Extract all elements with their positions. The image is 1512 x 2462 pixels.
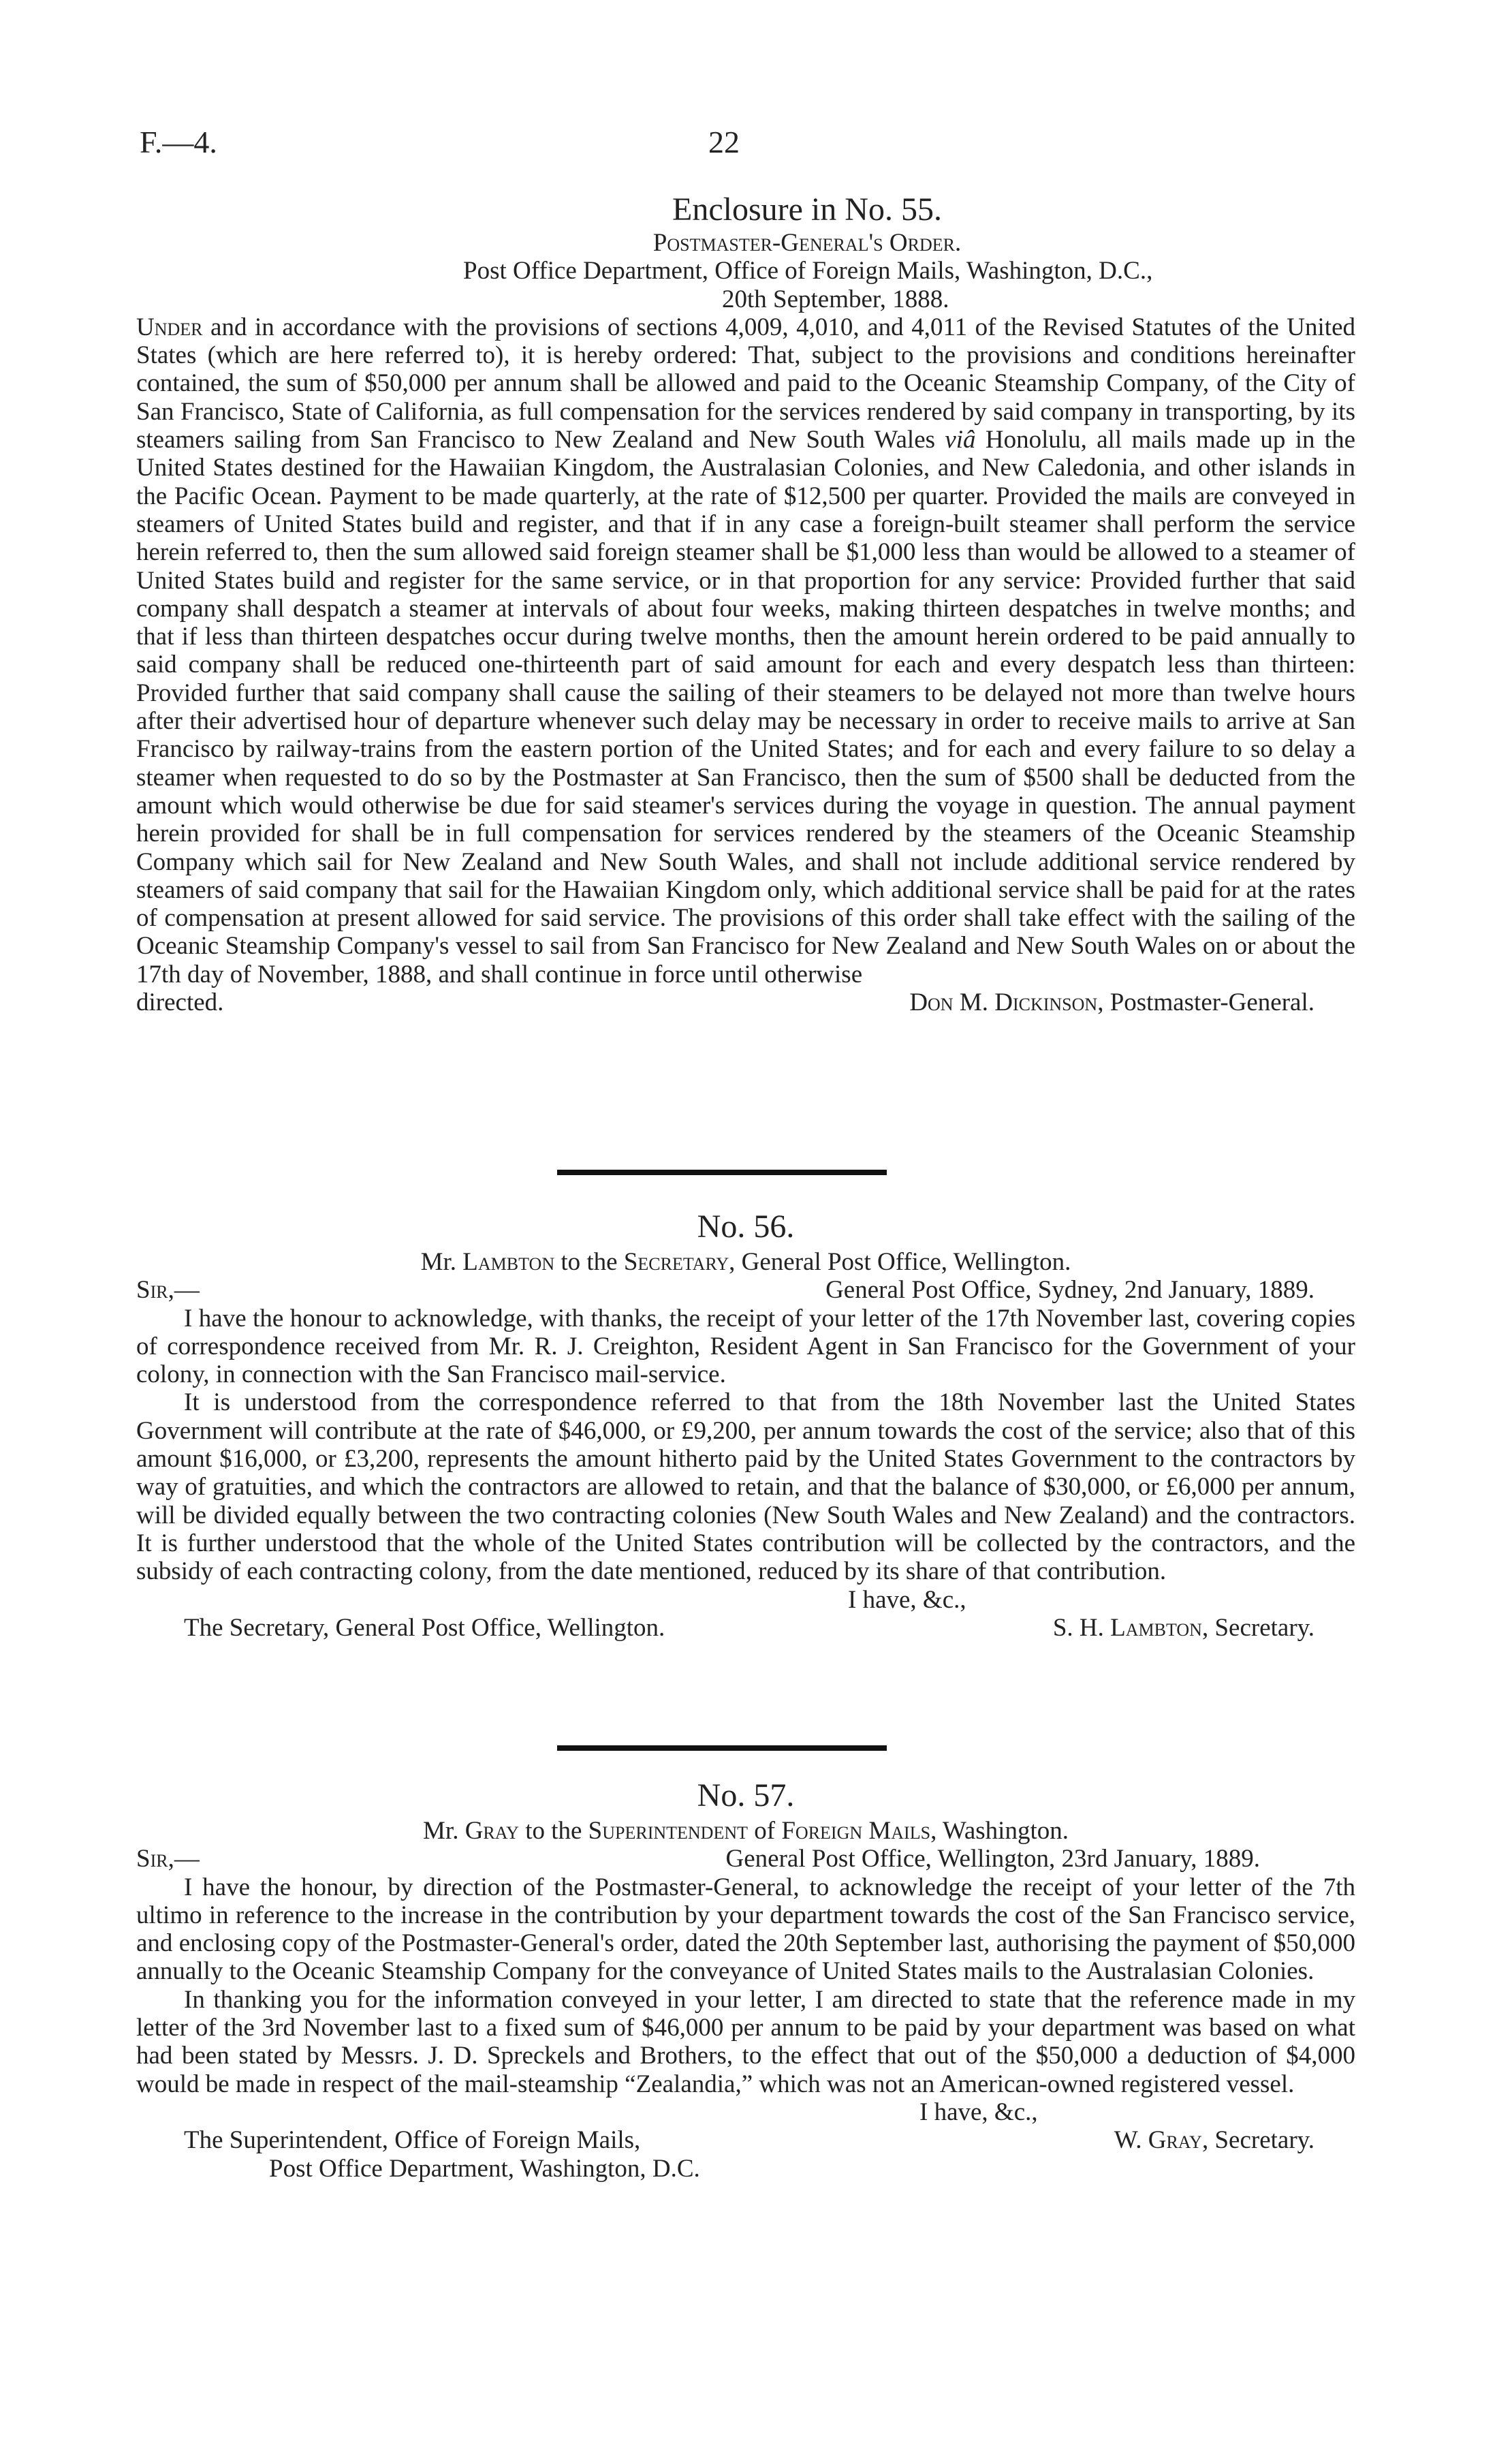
letter-57-salutation-row (136, 1845, 1355, 1873)
letter-57-heading-of: of (748, 1817, 782, 1845)
letter-57-heading-mid: to the (518, 1817, 588, 1845)
letter-57-signature-row (136, 2126, 1355, 2154)
letter-57-heading-pre: Mr. (423, 1817, 465, 1845)
letter-57-heading-to: Superintendent (588, 1817, 749, 1845)
letter-56-salutation-row (136, 1276, 1355, 1304)
enclosure-title: Enclosure in No. 55. (672, 191, 942, 228)
letter-56-addressee: The Secretary, General Post Office, Wellington. (184, 1613, 665, 1642)
letter-57-heading (136, 1817, 1355, 1845)
letter-56-signer-title: , Secretary. (1201, 1613, 1314, 1642)
letter-57-signature (1114, 2126, 1355, 2154)
letter-56-paragraph-2: It is understood from the correspondence referred to that from the 18th November last the United States Government will contribute at the rate of $46,000, or £9,200, per annum towards the cost of the service; also that of this amount $16,000, or £3,200, represents the amount hitherto paid by the United States Government to the contractors by way of gratuities, and which the contractors are allowed to retain, and that the balance of $30,000, or £6,000 per annum, will be divided equally between the two contracting colonies (New South Wales and New Zealand) and the contractors. It is further understood that the whole of the United States contribution will be collected by the contractors, and the subsidy of each contracting colony, from the date mentioned, reduced by its share of that contribution. (136, 1388, 1355, 1586)
letter-56-signature (1053, 1614, 1355, 1642)
enclosure-subtitle: Postmaster-General's Order. (652, 229, 962, 257)
letter-57-heading-office: Foreign Mails (781, 1817, 931, 1845)
letter-57-signer-name: Gray (1148, 2126, 1202, 2155)
enclosure-body-part1: and in accordance with the provisions of sections 4,009, 4,010, and 4,011 of the Revised Statutes of the United States (which are here referred to), it is hereby ordered: That, subject to the provisions and conditions hereinafter contained, the sum of $50,000 per annum shall be allowed and paid to the Oceanic Steamship Company, of the City of San Francisco, State of California, as full compensation for the services rendered by said company in transporting, by its steamers sailing from San Francisco to New Zealand and New South Wales (136, 313, 1355, 454)
letter-56-number: No. 56. (697, 1209, 795, 1245)
letter-57-signer-initial: W. (1114, 2126, 1148, 2155)
letter-56-heading-mid: to the (554, 1248, 624, 1276)
page-number: 22 (708, 125, 740, 159)
letter-57-place-date: General Post Office, Wellington, 23rd January, 1889. (725, 1845, 1260, 1873)
section-divider (557, 1745, 887, 1751)
enclosure-signature-title: , Postmaster-General. (1097, 988, 1314, 1017)
letter-57-salutation: Sir,— (136, 1845, 200, 1873)
letter-56-heading-from: Lambton (462, 1248, 555, 1276)
letter-57-addressee-line-1: The Superintendent, Office of Foreign Mails, (184, 2126, 641, 2155)
letter-56-closing: I have, &c., (848, 1585, 966, 1614)
document-code: F.—4. (140, 125, 217, 159)
letter-56-salutation: Sir,— (136, 1276, 200, 1305)
letter-57-closing: I have, &c., (919, 2098, 1038, 2126)
enclosure-signature-row (136, 988, 1355, 1016)
letter-56-heading-to: Secretary (623, 1248, 729, 1276)
enclosure-address: Post Office Department, Office of Foreign Mails, Washington, D.C., (463, 257, 1153, 285)
letter-57-heading-from: Gray (464, 1817, 519, 1845)
letter-56-signature-row (136, 1614, 1355, 1642)
letter-57-paragraph-1: I have the honour, by direction of the Postmaster-General, to acknowledge the receipt of your letter of the 7th ultimo in reference to the increase in the contribution by your department towards the cost of the San Francisco service, and enclosing copy of the Postmaster-General's order, dated the 20th September last, authorising the payment of $50,000 annually to the Oceanic Steamship Company for the conveyance of United States mails to the Australasian Colonies. (136, 1873, 1355, 1986)
letter-56-paragraph-1: I have the honour to acknowledge, with thanks, the receipt of your letter of the 17th November last, covering copies of correspondence received from Mr. R. J. Creighton, Resident Agent in San Francisco for the Government of your colony, in connection with the San Francisco mail-service. (136, 1304, 1355, 1389)
letter-57-heading-post: , Washington. (930, 1817, 1069, 1845)
letter-57-addressee-line-2: Post Office Department, Washington, D.C. (269, 2154, 700, 2183)
enclosure-signature-name: Don M. Dickinson (909, 988, 1098, 1017)
letter-57-paragraph-2: In thanking you for the information conveyed in your letter, I am directed to state that the reference made in my letter of the 3rd November last to a fixed sum of $46,000 per annum to be paid by your department was based on what had been stated by Messrs. J. D. Spreckels and Brothers, to the effect that out of the $50,000 a deduction of $4,000 would be made in respect of the mail-steamship “Zealandia,” which was not an American-owned registered vessel. (136, 1985, 1355, 2098)
letter-56-heading-pre: Mr. (420, 1248, 463, 1276)
letter-56-signer-name: Lambton (1110, 1613, 1202, 1642)
letter-56-place-date: General Post Office, Sydney, 2nd January, 1889. (825, 1276, 1314, 1305)
enclosure-date: 20th September, 1888. (722, 285, 949, 313)
letter-56-section (136, 1206, 1355, 1642)
enclosure-body-via: viâ (945, 426, 976, 454)
enclosure-signature (909, 988, 1355, 1016)
section-divider (557, 1170, 887, 1175)
enclosure-section (136, 191, 1355, 1016)
enclosure-closing-word: directed. (136, 988, 224, 1017)
letter-57-signer-title: , Secretary. (1201, 2126, 1314, 2155)
letter-56-heading (136, 1248, 1355, 1276)
letter-57-number: No. 57. (697, 1777, 795, 1813)
enclosure-body-lead: Under (136, 313, 203, 341)
enclosure-body-part2: Honolulu, all mails made up in the United States destined for the Hawaiian Kingdom, the Australasian Colonies, and New Caledonia, and other islands in the Pacific Ocean. Payment to be made quarterly, at the rate of $12,500 per quarter. Provided the mails are conveyed in steamers of United States build and register, and that if in any case a foreign-built steamer shall perform the service herein referred to, then the sum allowed said foreign steamer shall be $1,000 less than would be allowed to a steamer of United States build and register for the same service, or in that proportion for any service: Provided further that said company shall despatch a steamer at intervals of about four weeks, making thirteen despatches in twelve months; and that if less than thirteen despatches occur during twelve months, then the amount herein ordered to be paid annually to said company shall be reduced one-thirteenth part of said amount for each and every despatch less than thirteen: Provided further that said company shall cause the sailing of their steamers to be delayed not more than twelve hours after their advertised hour of departure whenever such delay may be necessary in order to receive mails to arrive at San Francisco by railway-trains from the eastern portion of the United States; and for each and every failure to so delay a steamer when requested to do so by the Postmaster at San Francisco, then the sum of $500 shall be deducted from the amount which would otherwise be due for said steamer's services during the voyage in question. The annual payment herein provided for shall be in full compensation for services rendered by the steamers of the Oceanic Steamship Company which sail for New Zealand and New South Wales, and shall not include additional service rendered by steamers of said company that sail for the Hawaiian Kingdom only, which additional service shall be paid for at the rates of compensation at present allowed for said service. The provisions of this order shall take effect with the sailing of the Oceanic Steamship Company's vessel to sail from San Francisco for New Zealand and New South Wales on or about the 17th day of November, 1888, and shall continue in force until otherwise (136, 426, 1355, 988)
letter-56-signer-initials: S. H. (1052, 1613, 1111, 1642)
letter-56-heading-post: , General Post Office, Wellington. (729, 1248, 1071, 1276)
enclosure-body (136, 313, 1355, 988)
letter-57-section (136, 1775, 1355, 2183)
